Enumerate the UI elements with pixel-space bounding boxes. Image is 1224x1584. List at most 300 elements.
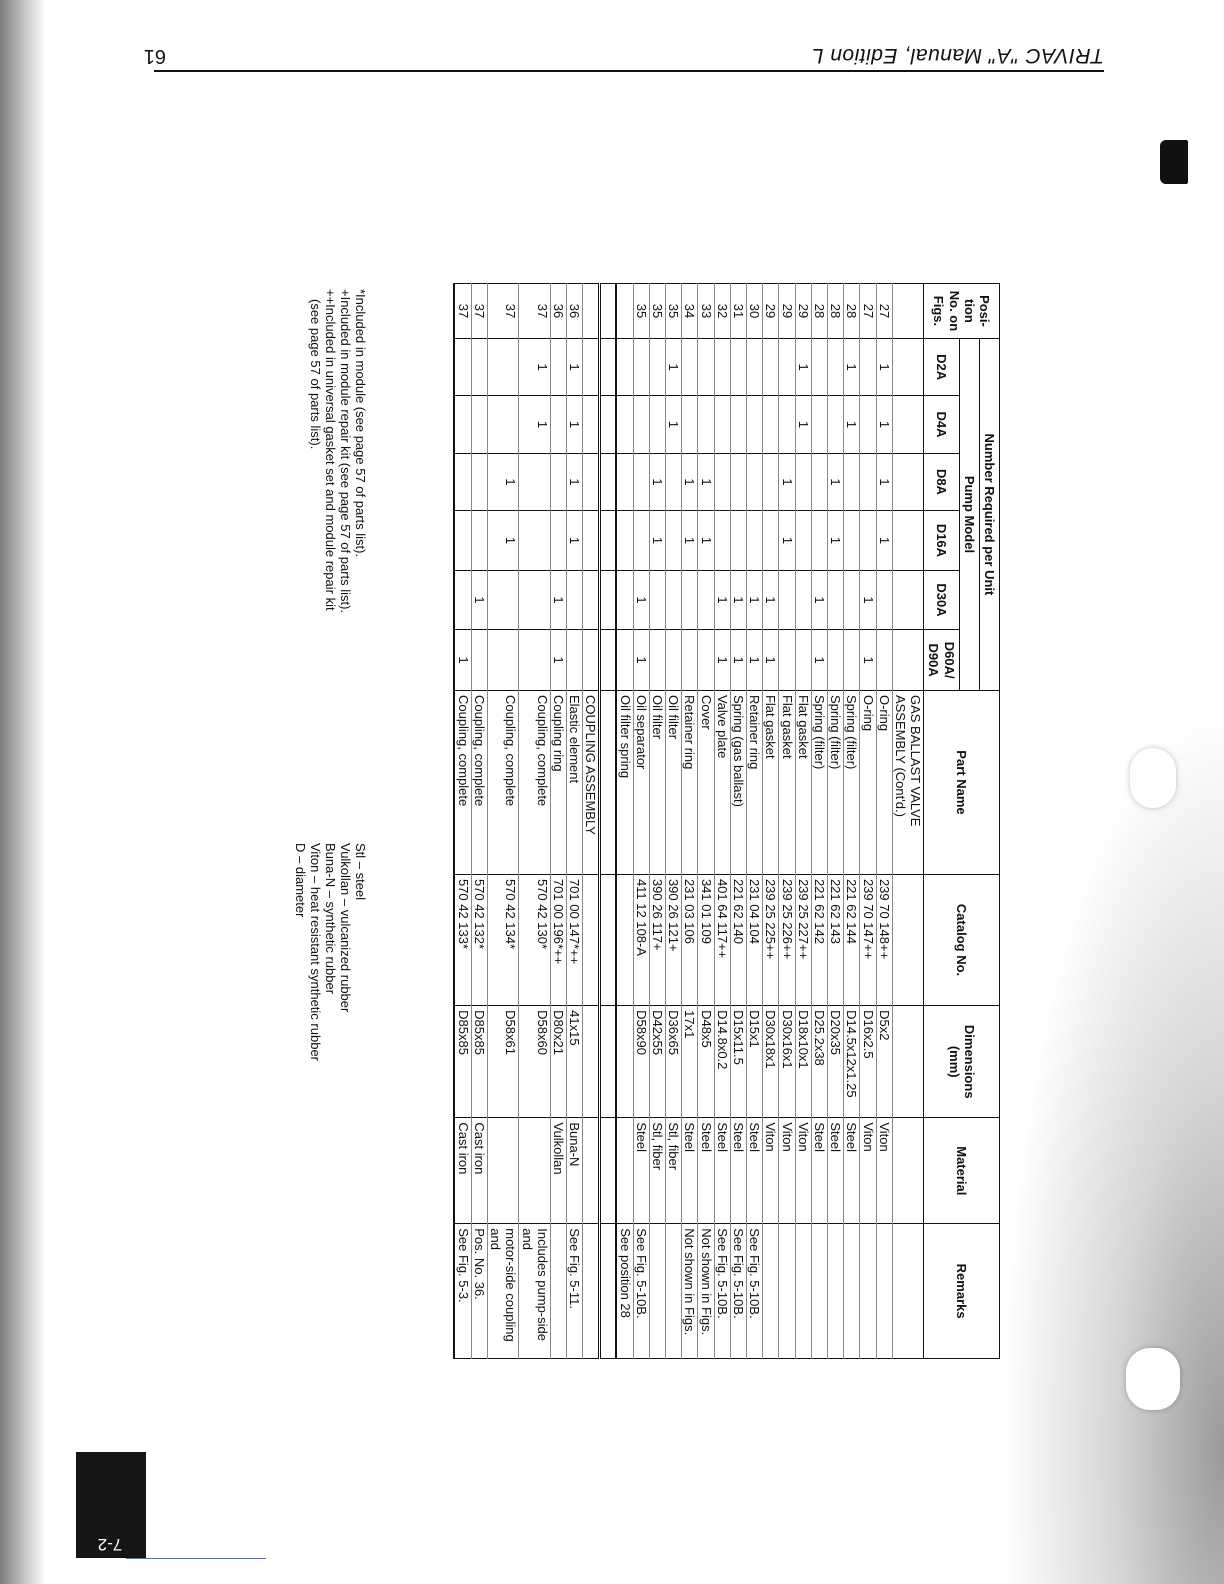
cell-qty-d8a (519, 453, 550, 510)
cell-dimensions: D30x18x1 (763, 1006, 779, 1118)
cell-dimensions: D14.8x0.2 (714, 1006, 730, 1118)
cell-qty-d4a: 1 (844, 396, 860, 453)
cell-qty-d2a (746, 338, 762, 395)
cell-dimensions: D16x2.5 (860, 1006, 876, 1118)
cell-catalog-no: 221 62 143 (827, 874, 843, 1005)
footnotes (308, 289, 368, 613)
cell-qty-d8a: 1 (682, 453, 698, 510)
parts-table (454, 283, 1001, 1359)
col-model-d60a-d90a: D60A/ D90A (924, 630, 959, 691)
cell-qty-d8a (746, 453, 762, 510)
cell-qty-d30a (519, 570, 550, 630)
col-number-required: Number Required per Unit (979, 338, 999, 690)
cell-material: Buna-N (566, 1118, 582, 1224)
cell-part-name: O-ring (876, 690, 892, 874)
footnote: ++Included in universal gasket set and module repair kit (323, 289, 338, 611)
cell-qty-d2a (471, 338, 487, 395)
cell-qty-d8a (455, 453, 472, 510)
cell-qty-d2a (682, 338, 698, 395)
cell-qty-d2a: 1 (876, 338, 892, 395)
cell-qty-d60a-d90a: 1 (860, 630, 876, 691)
cell-part-name: Spring (filter) (827, 690, 843, 874)
cell-qty-d4a (811, 396, 827, 453)
cell-qty-d30a: 1 (860, 570, 876, 630)
cell-qty-d8a (730, 453, 746, 510)
cell-qty-d2a: 1 (795, 338, 811, 395)
cell-qty-d60a-d90a (487, 630, 518, 691)
cell-qty-d4a: 1 (566, 396, 582, 453)
cell-qty-d2a: 1 (844, 338, 860, 395)
col-remarks: Remarks (924, 1224, 1000, 1359)
cell-qty-d60a-d90a: 1 (455, 630, 472, 691)
cell-qty-d16a (730, 511, 746, 571)
cell-part-name: Flat gasket (763, 690, 779, 874)
cell-remarks (827, 1224, 843, 1359)
cell-qty-d4a (682, 396, 698, 453)
cell-material (487, 1118, 518, 1224)
cell-catalog-no: 390 26 117+ (649, 874, 665, 1005)
table-row (682, 284, 698, 1359)
cell-qty-d2a (633, 338, 649, 395)
cell-position: 33 (698, 284, 714, 339)
cell-remarks (844, 1224, 860, 1359)
table-row (633, 284, 649, 1359)
cell-qty-d30a: 1 (550, 570, 566, 630)
cell-catalog-no (616, 874, 633, 1005)
cell-qty-d16a (665, 511, 681, 571)
cell-qty-d8a (763, 453, 779, 510)
table-row (779, 284, 795, 1359)
cell-qty-d8a: 1 (649, 453, 665, 510)
cell-dimensions: D42x55 (649, 1006, 665, 1118)
cell-qty-d8a (471, 453, 487, 510)
table-row (827, 284, 843, 1359)
cell-position: 30 (746, 284, 762, 339)
col-model-d8a: D8A (924, 453, 959, 510)
cell-part-name: Coupling, complete (471, 690, 487, 874)
cell-remarks: See Fig. 5-11. (566, 1224, 582, 1359)
cell-qty-d4a (827, 396, 843, 453)
cell-qty-d2a (860, 338, 876, 395)
cell-part-name: Coupling, complete (455, 690, 472, 874)
cell-qty-d30a: 1 (730, 570, 746, 630)
cell-material: Steel (633, 1118, 649, 1224)
cell-qty-d16a (763, 511, 779, 571)
cell-part-name: Spring (filter) (811, 690, 827, 874)
cell-qty-d60a-d90a: 1 (746, 630, 762, 691)
cell-qty-d30a (698, 570, 714, 630)
cell-qty-d30a (779, 570, 795, 630)
col-model-d30a: D30A (924, 570, 959, 630)
table-row (860, 284, 876, 1359)
cell-qty-d2a (455, 338, 472, 395)
cell-remarks (811, 1224, 827, 1359)
cell-qty-d16a: 1 (876, 511, 892, 571)
cell-material: Vulkollan (550, 1118, 566, 1224)
cell-qty-d4a (550, 396, 566, 453)
cell-position: 37 (519, 284, 550, 339)
cell-qty-d4a (730, 396, 746, 453)
cell-qty-d4a: 1 (665, 396, 681, 453)
cell-catalog-no: 239 70 148++ (876, 874, 892, 1005)
cell-qty-d30a (665, 570, 681, 630)
cell-qty-d16a: 1 (649, 511, 665, 571)
cell-position: 37 (471, 284, 487, 339)
cell-qty-d30a (649, 570, 665, 630)
table-row (746, 284, 762, 1359)
section-title-coupling: COUPLING ASSEMBLY (583, 690, 600, 874)
cell-part-name: Valve plate (714, 690, 730, 874)
cell-position: 28 (844, 284, 860, 339)
cell-catalog-no: 570 42 133* (455, 874, 472, 1005)
table-row (698, 284, 714, 1359)
cell-qty-d4a (471, 396, 487, 453)
table-row (844, 284, 860, 1359)
cell-remarks (763, 1224, 779, 1359)
cell-catalog-no: 390 26 121+ (665, 874, 681, 1005)
cell-position: 37 (455, 284, 472, 339)
cell-position: 27 (860, 284, 876, 339)
cell-qty-d4a (487, 396, 518, 453)
cell-material: Steel (844, 1118, 860, 1224)
cell-position: 37 (487, 284, 518, 339)
cell-qty-d30a (682, 570, 698, 630)
cell-catalog-no: 231 04 104 (746, 874, 762, 1005)
cell-qty-d16a (746, 511, 762, 571)
cell-catalog-no: 701 00 196*++ (550, 874, 566, 1005)
cell-qty-d4a (616, 396, 633, 453)
cell-qty-d4a (746, 396, 762, 453)
cell-qty-d2a (550, 338, 566, 395)
cell-qty-d16a (471, 511, 487, 571)
cell-qty-d4a (714, 396, 730, 453)
cell-catalog-no: 231 03 106 (682, 874, 698, 1005)
section-title-gas-ballast: GAS BALLAST VALVE ASSEMBLY (Cont'd.) (892, 690, 923, 874)
col-part-name: Part Name (924, 690, 1000, 874)
table-row (566, 284, 582, 1359)
col-model-d4a: D4A (924, 396, 959, 453)
table-row (811, 284, 827, 1359)
col-dimensions: Dimensions (mm) (924, 1006, 1000, 1118)
cell-qty-d30a (795, 570, 811, 630)
cell-material: Steel (827, 1118, 843, 1224)
cell-qty-d16a (616, 511, 633, 571)
cell-qty-d60a-d90a (649, 630, 665, 691)
cell-qty-d4a: 1 (876, 396, 892, 453)
cell-qty-d16a: 1 (566, 511, 582, 571)
cell-qty-d16a (844, 511, 860, 571)
cell-part-name: Oil separator (633, 690, 649, 874)
cell-part-name: Flat gasket (779, 690, 795, 874)
cell-remarks: Not shown in Figs. (682, 1224, 698, 1359)
cell-position (616, 284, 633, 339)
cell-part-name: Oil filter (665, 690, 681, 874)
cell-position: 29 (795, 284, 811, 339)
cell-qty-d2a (616, 338, 633, 395)
material-legend (293, 843, 368, 1061)
table-row (714, 284, 730, 1359)
cell-qty-d4a (763, 396, 779, 453)
cell-qty-d2a: 1 (519, 338, 550, 395)
cell-remarks (876, 1224, 892, 1359)
cell-dimensions: D30x16x1 (779, 1006, 795, 1118)
cell-qty-d4a: 1 (795, 396, 811, 453)
cell-qty-d60a-d90a (665, 630, 681, 691)
legend-item: Stl – steel (353, 843, 368, 901)
cell-qty-d4a: 1 (519, 396, 550, 453)
parts-list-content (293, 283, 1000, 1359)
cell-qty-d16a: 1 (682, 511, 698, 571)
footnote: (see page 57 of parts list). (308, 299, 323, 450)
footnote: *Included in module (see page 57 of parts list). (353, 289, 368, 558)
cell-remarks: Not shown in Figs. (698, 1224, 714, 1359)
cell-part-name: Retainer ring (746, 690, 762, 874)
cell-dimensions: D80x21 (550, 1006, 566, 1118)
cell-remarks (795, 1224, 811, 1359)
cell-qty-d60a-d90a: 1 (730, 630, 746, 691)
table-row (763, 284, 779, 1359)
cell-dimensions: D58x90 (633, 1006, 649, 1118)
cell-catalog-no: 239 25 225++ (763, 874, 779, 1005)
cell-dimensions: 41x15 (566, 1006, 582, 1118)
cell-qty-d2a (811, 338, 827, 395)
col-position: Posi-tion No. on Figs. (924, 284, 1000, 339)
cell-qty-d30a (616, 570, 633, 630)
cell-dimensions: D58x61 (487, 1006, 518, 1118)
cell-qty-d30a (876, 570, 892, 630)
cell-catalog-no: 221 62 140 (730, 874, 746, 1005)
cell-catalog-no: 701 00 147*++ (566, 874, 582, 1005)
cell-qty-d4a (649, 396, 665, 453)
page-number: 61 (143, 45, 166, 67)
cell-qty-d2a (779, 338, 795, 395)
cell-position: 35 (649, 284, 665, 339)
cell-material (519, 1118, 550, 1224)
cell-qty-d2a (730, 338, 746, 395)
cell-dimensions: 17x1 (682, 1006, 698, 1118)
cell-qty-d30a: 1 (763, 570, 779, 630)
cell-qty-d8a (844, 453, 860, 510)
cell-qty-d8a: 1 (487, 453, 518, 510)
cell-catalog-no: 221 62 144 (844, 874, 860, 1005)
cell-material: Viton (763, 1118, 779, 1224)
footnote: +Included in module repair kit (see page 57 of parts list). (338, 289, 353, 614)
cell-dimensions: D20x35 (827, 1006, 843, 1118)
cell-material: Steel (746, 1118, 762, 1224)
cell-catalog-no: 570 42 134* (487, 874, 518, 1005)
cell-qty-d8a (633, 453, 649, 510)
cell-qty-d30a: 1 (714, 570, 730, 630)
cell-position: 36 (550, 284, 566, 339)
cell-dimensions: D5x2 (876, 1006, 892, 1118)
table-row (795, 284, 811, 1359)
cell-qty-d8a (616, 453, 633, 510)
cell-qty-d30a: 1 (633, 570, 649, 630)
col-material: Material (924, 1118, 1000, 1224)
cell-part-name: Cover (698, 690, 714, 874)
cell-qty-d4a (633, 396, 649, 453)
cell-qty-d8a: 1 (876, 453, 892, 510)
cell-part-name: O-ring (860, 690, 876, 874)
manual-title: TRIVAC "A" Manual, Edition L (811, 44, 1104, 67)
cell-qty-d30a (844, 570, 860, 630)
cell-qty-d60a-d90a (616, 630, 633, 691)
legend-item: Buna-N – synthetic rubber (323, 843, 338, 995)
cell-qty-d30a (455, 570, 472, 630)
cell-material: Viton (795, 1118, 811, 1224)
cell-qty-d16a: 1 (827, 511, 843, 571)
table-row (487, 284, 518, 1359)
header-rule (154, 70, 1104, 72)
cell-qty-d16a (795, 511, 811, 571)
cell-remarks: See Fig. 5-10B. (730, 1224, 746, 1359)
cell-dimensions: D15x11.5 (730, 1006, 746, 1118)
table-row (616, 284, 633, 1359)
cell-material: Stl, fiber (665, 1118, 681, 1224)
cell-position: 36 (566, 284, 582, 339)
cell-catalog-no: 570 42 130* (519, 874, 550, 1005)
cell-qty-d60a-d90a (519, 630, 550, 691)
cell-qty-d60a-d90a (844, 630, 860, 691)
col-model-d16a: D16A (924, 511, 959, 571)
cell-qty-d60a-d90a: 1 (550, 630, 566, 691)
legend-item: Viton – heat resistant synthetic rubber (308, 843, 323, 1061)
cell-dimensions: D15x1 (746, 1006, 762, 1118)
table-row (665, 284, 681, 1359)
cell-material: Steel (698, 1118, 714, 1224)
cell-qty-d30a (827, 570, 843, 630)
cell-part-name: Elastic element (566, 690, 582, 874)
cell-qty-d8a (665, 453, 681, 510)
cell-qty-d60a-d90a: 1 (811, 630, 827, 691)
parts-table-body (455, 284, 924, 1359)
cell-catalog-no: 239 25 226++ (779, 874, 795, 1005)
cell-qty-d16a (519, 511, 550, 571)
cell-position: 28 (827, 284, 843, 339)
cell-part-name: Coupling, complete (487, 690, 518, 874)
cell-dimensions: D85x85 (471, 1006, 487, 1118)
table-row (455, 284, 472, 1359)
cell-qty-d60a-d90a (471, 630, 487, 691)
cell-part-name: Retainer ring (682, 690, 698, 874)
cell-part-name: Coupling ring (550, 690, 566, 874)
cell-part-name: Spring (gas ballast) (730, 690, 746, 874)
cell-qty-d60a-d90a (682, 630, 698, 691)
cell-qty-d8a: 1 (566, 453, 582, 510)
cell-position: 35 (665, 284, 681, 339)
cell-remarks: See Fig. 5-10B. (714, 1224, 730, 1359)
col-pump-model: Pump Model (959, 338, 979, 690)
cell-position: 31 (730, 284, 746, 339)
cell-dimensions (616, 1006, 633, 1118)
cell-qty-d2a (763, 338, 779, 395)
cell-qty-d8a: 1 (698, 453, 714, 510)
cell-material: Steel (811, 1118, 827, 1224)
cell-qty-d30a: 1 (746, 570, 762, 630)
section-separator (600, 284, 617, 1359)
cell-position: 29 (779, 284, 795, 339)
cell-qty-d30a (566, 570, 582, 630)
cell-part-name: Oil filter spring (616, 690, 633, 874)
cell-qty-d4a (698, 396, 714, 453)
cell-remarks: See Fig. 5-10B. (746, 1224, 762, 1359)
section-heading-row (583, 284, 600, 1359)
cell-remarks: motor-side coupling and (487, 1224, 518, 1359)
cell-catalog-no: 411 12 108-A (633, 874, 649, 1005)
cell-qty-d16a (860, 511, 876, 571)
cell-dimensions: D18x10x1 (795, 1006, 811, 1118)
cell-dimensions: D85x85 (455, 1006, 472, 1118)
cell-qty-d8a (550, 453, 566, 510)
cell-qty-d8a (860, 453, 876, 510)
cell-qty-d2a: 1 (566, 338, 582, 395)
cell-qty-d16a: 1 (698, 511, 714, 571)
cell-catalog-no: 239 25 227++ (795, 874, 811, 1005)
cell-qty-d2a: 1 (665, 338, 681, 395)
cell-qty-d2a (827, 338, 843, 395)
cell-catalog-no: 570 42 132* (471, 874, 487, 1005)
cell-qty-d30a: 1 (471, 570, 487, 630)
table-row (876, 284, 892, 1359)
cell-qty-d30a (487, 570, 518, 630)
cell-qty-d60a-d90a (876, 630, 892, 691)
cell-qty-d4a (779, 396, 795, 453)
cell-position: 34 (682, 284, 698, 339)
cell-qty-d60a-d90a (795, 630, 811, 691)
cell-remarks: See Fig. 5-3. (455, 1224, 472, 1359)
cell-position: 27 (876, 284, 892, 339)
cell-dimensions: D14.5x12x1.25 (844, 1006, 860, 1118)
cell-remarks: Pos. No. 36. (471, 1224, 487, 1359)
cell-qty-d8a (811, 453, 827, 510)
cell-position: 32 (714, 284, 730, 339)
cell-dimensions: D48x5 (698, 1006, 714, 1118)
cell-qty-d30a: 1 (811, 570, 827, 630)
legend-item: Vulkollan – vulcanized rubber (338, 843, 353, 1013)
cell-qty-d60a-d90a (779, 630, 795, 691)
cell-material: Stl, fiber (649, 1118, 665, 1224)
cell-material: Steel (730, 1118, 746, 1224)
cell-qty-d16a (811, 511, 827, 571)
cell-dimensions: D58x60 (519, 1006, 550, 1118)
cell-material (616, 1118, 633, 1224)
cell-position: 28 (811, 284, 827, 339)
cell-qty-d16a: 1 (487, 511, 518, 571)
cell-qty-d60a-d90a: 1 (714, 630, 730, 691)
table-row (649, 284, 665, 1359)
cell-position: 29 (763, 284, 779, 339)
cell-qty-d2a (714, 338, 730, 395)
cell-catalog-no: 401 64 117++ (714, 874, 730, 1005)
cell-qty-d60a-d90a (566, 630, 582, 691)
cell-qty-d60a-d90a (698, 630, 714, 691)
cell-catalog-no: 239 70 147++ (860, 874, 876, 1005)
cell-dimensions: D36x65 (665, 1006, 681, 1118)
cell-material: Cast iron (471, 1118, 487, 1224)
cell-material: Steel (714, 1118, 730, 1224)
col-catalog: Catalog No. (924, 874, 1000, 1005)
cell-qty-d2a (649, 338, 665, 395)
cell-remarks: See position 28 (616, 1224, 633, 1359)
cell-qty-d8a: 1 (779, 453, 795, 510)
cell-qty-d2a (487, 338, 518, 395)
cell-qty-d16a (714, 511, 730, 571)
table-row (471, 284, 487, 1359)
cell-qty-d60a-d90a (827, 630, 843, 691)
notes-area (266, 283, 376, 1359)
cell-remarks (649, 1224, 665, 1359)
chapter-tab-label: 7-2 (97, 1535, 123, 1554)
